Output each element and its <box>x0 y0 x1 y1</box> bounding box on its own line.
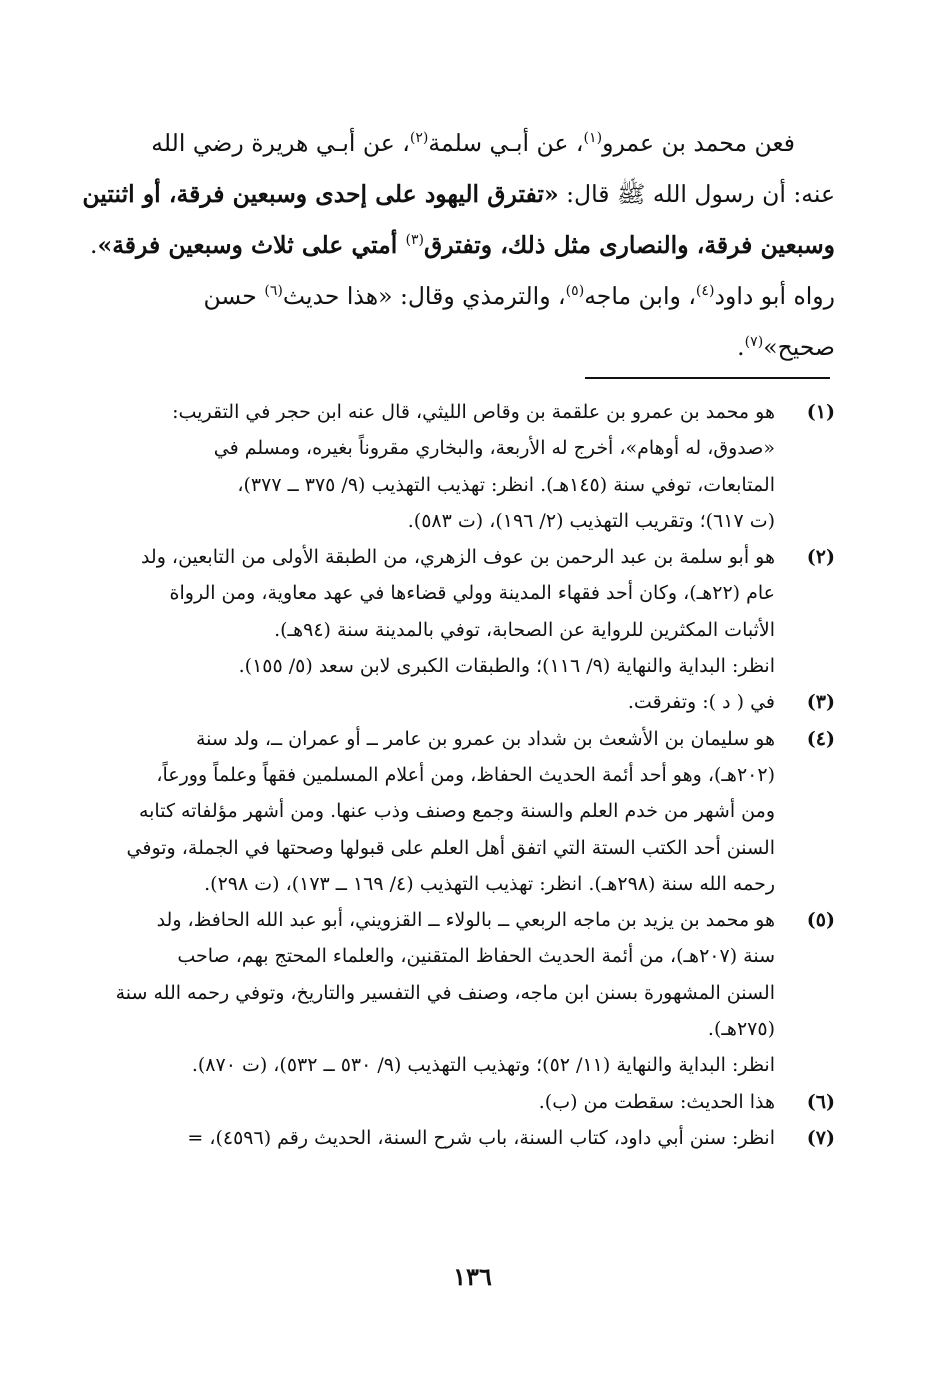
footnote-line: السنن المشهورة بسنن ابن ماجه، وصنف في التفسير والتاريخ، وتوفي رحمه الله سنة <box>115 981 775 1004</box>
text-run: صحيح» <box>763 333 835 361</box>
footnote-line: هو سليمان بن الأشعث بن شداد بن عمرو بن عامر ــ أو عمران ــ، ولد سنة <box>195 727 775 750</box>
footnote-line: سنة (٢٠٧هـ)، من أئمة الحديث الحفاظ المتقنين، والعلماء المحتج بهم، صاحب <box>177 945 775 968</box>
footnote-line: هو محمد بن عمرو بن علقمة بن وقاص الليثي، قال عنه ابن حجر في التقريب: <box>172 401 775 423</box>
footnote-number: (٣) <box>806 691 835 714</box>
footnote <box>100 902 835 1083</box>
footnote-ref: (١) <box>583 130 603 147</box>
footnote-number: (٥) <box>806 909 835 932</box>
text-run: ، عن أبـي سلمة <box>428 129 584 157</box>
footnote-line: ومن أشهر من خدم العلم والسنة وجمع وصنف وذب عنها. ومن أشهر مؤلفاته كتابه <box>138 800 775 823</box>
footnote-line: انظر: سنن أبي داود، كتاب السنة، باب شرح السنة، الحديث رقم (٤٥٩٦)، = <box>187 1126 775 1149</box>
footnote-line: انظر: البداية والنهاية (٩/ ١١٦)؛ والطبقات الكبرى لابن سعد (٥/ ١٥٥). <box>238 655 775 678</box>
page-number: ١٣٦ <box>453 1262 492 1291</box>
main-text-line <box>100 118 835 169</box>
main-text-line <box>100 271 835 322</box>
footnote-line: (٢٧٥هـ). <box>707 1018 775 1041</box>
text-run: عنه: أن رسول الله ﷺ قال: <box>558 180 835 208</box>
hadith-text: أمتي على ثلاث وسبعين فرقة» <box>97 231 406 259</box>
footnote <box>100 539 835 684</box>
footnote-ref: (٢) <box>409 130 429 147</box>
footnote-line: السنن أحد الكتب الستة التي اتفق أهل العلم على قبولها وصحتها في الجملة، وتوفي <box>126 836 775 859</box>
text-run: ، وابن ماجه <box>584 282 696 310</box>
footnote-divider <box>585 377 830 379</box>
footnote-number: (١) <box>806 401 835 423</box>
main-text-line <box>90 220 835 271</box>
footnote-line: انظر: البداية والنهاية (١١/ ٥٢)؛ وتهذيب التهذيب (٩/ ٥٣٠ ــ ٥٣٢)، (ت ٨٧٠). <box>191 1054 775 1077</box>
footnote-number: (٧) <box>806 1126 835 1149</box>
footnote <box>100 721 835 902</box>
footnote-line: هذا الحديث: سقطت من (ب). <box>538 1090 775 1113</box>
footnote-line: المتابعات، توفي سنة (١٤٥هـ). انظر: تهذيب التهذيب (٩/ ٣٧٥ ــ ٣٧٧)، <box>237 473 775 496</box>
footnote <box>100 684 835 720</box>
footnote-ref: (٧) <box>744 334 764 351</box>
footnote-line: عام (٢٢هـ)، وكان أحد فقهاء المدينة وولي قضاءها في عهد معاوية، ومن الرواة <box>169 582 775 605</box>
hadith-text: وسبعين فرقة، والنصارى مثل ذلك، وتفترق <box>424 231 835 259</box>
text-run: رواه أبو داود <box>714 282 835 310</box>
footnote-line: هو محمد بن يزيد بن ماجه الربعي ــ بالولاء ــ القزويني، أبو عبد الله الحافظ، ولد <box>156 909 775 932</box>
main-text-line <box>82 169 835 220</box>
footnote <box>100 1084 835 1120</box>
text-run: ، والترمذي وقال: «هذا حديث <box>282 282 566 310</box>
footnote-line: «صدوق، له أوهام»، أخرج له الأربعة، والبخاري مقروناً بغيره، ومسلم في <box>213 437 775 460</box>
footnote-ref: (٤) <box>695 283 715 300</box>
text-run: حسن <box>203 282 265 310</box>
text-run: ، عن أبـي هريرة رضي الله <box>151 129 410 157</box>
footnote-line: (٢٠٢هـ)، وهو أحد أئمة الحديث الحفاظ، ومن أعلام المسلمين فقهاً وعلماً وورعاً، <box>156 763 775 786</box>
footnote-line: رحمه الله سنة (٢٩٨هـ). انظر: تهذيب التهذيب (٤/ ١٦٩ ــ ١٧٣)، (ت ٢٩٨). <box>204 872 775 895</box>
footnote-ref: (٥) <box>565 283 585 300</box>
text-run: . <box>737 333 745 361</box>
text-run: . <box>90 231 98 259</box>
text-run: فعن محمد بن عمرو <box>602 129 795 157</box>
footnote-line: هو أبو سلمة بن عبد الرحمن بن عوف الزهري، من الطبقة الأولى من التابعين، ولد <box>140 546 775 569</box>
footnote-number: (٢) <box>806 546 835 569</box>
footnote-line: (ت ٦١٧)؛ وتقريب التهذيب (٢/ ١٩٦)، (ت ٥٨٣). <box>407 509 775 532</box>
footnote-line: الأثبات المكثرين للرواية عن الصحابة، توفي بالمدينة سنة (٩٤هـ). <box>274 618 775 641</box>
footnote <box>100 1120 835 1156</box>
hadith-text: «تفترق اليهود على إحدى وسبعين فرقة، أو اثنتين <box>82 180 559 208</box>
main-text <box>82 118 835 373</box>
main-text-line <box>100 322 835 373</box>
footnote <box>100 394 835 539</box>
footnote-number: (٦) <box>806 1090 835 1113</box>
footnote-line: في ( د ): وتفرقت. <box>627 691 775 714</box>
footnote-ref: (٦) <box>264 283 283 300</box>
footnotes <box>100 394 835 1156</box>
footnote-ref: (٣) <box>405 232 425 249</box>
footnote-number: (٤) <box>806 727 835 750</box>
